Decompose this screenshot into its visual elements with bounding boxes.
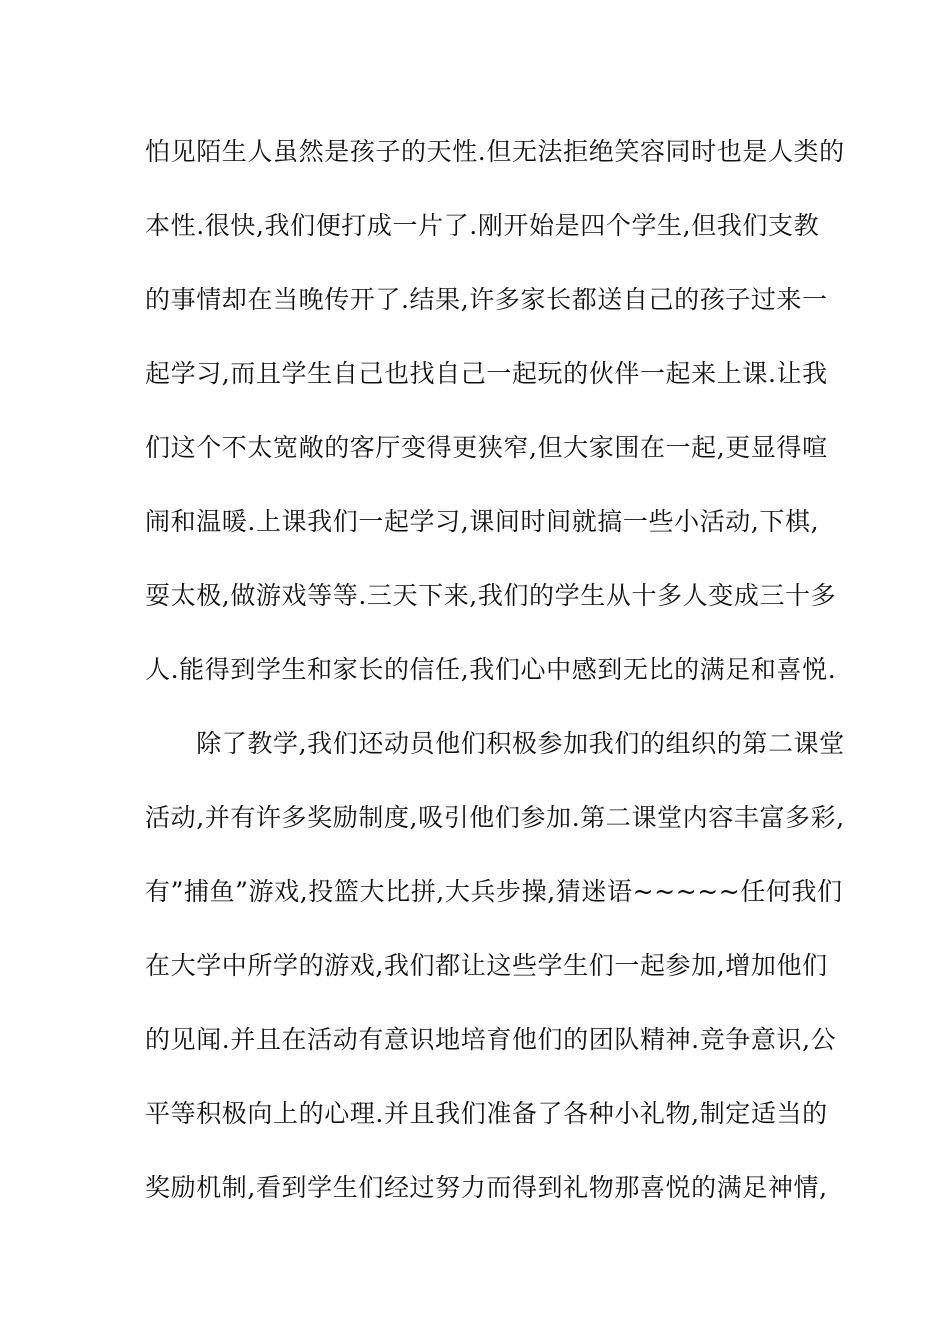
text-line: 奖励机制,看到学生们经过努力而得到礼物那喜悦的满足神情,: [145, 1173, 828, 1202]
text-line: 人.能得到学生和家长的信任,我们心中感到无比的满足和喜悦.: [145, 655, 837, 684]
text-line: 们这个不太宽敞的客厅变得更狭窄,但大家围在一起,更显得喧: [145, 433, 828, 462]
text-line: 的事情却在当晚传开了.结果,许多家长都送自己的孩子过来一: [145, 285, 828, 314]
text-line: 平等积极向上的心理.并且我们准备了各种小礼物,制定适当的: [145, 1099, 828, 1128]
text-line: 怕见陌生人虽然是孩子的天性.但无法拒绝笑容同时也是人类的: [145, 137, 845, 166]
text-line: 除了教学,我们还动员他们积极参加我们的组织的第二课堂: [145, 729, 845, 758]
text-line: 有”捕鱼”游戏,投篮大比拼,大兵步操,猜迷语~~~~~任何我们: [145, 877, 843, 906]
text-line: 耍太极,做游戏等等.三天下来,我们的学生从十多人变成三十多: [145, 581, 837, 610]
text-line: 在大学中所学的游戏,我们都让这些学生们一起参加,增加他们: [145, 951, 828, 980]
text-line: 起学习,而且学生自己也找自己一起玩的伙伴一起来上课.让我: [145, 359, 828, 388]
paragraph-1: [145, 115, 845, 707]
text-line: 活动,并有许多奖励制度,吸引他们参加.第二课堂内容丰富多彩,: [145, 803, 845, 832]
text-line: 的见闻.并且在活动有意识地培育他们的团队精神.竞争意识,公: [145, 1025, 837, 1054]
paragraph-2: [145, 707, 845, 1225]
text-line: 本性.很快,我们便打成一片了.刚开始是四个学生,但我们支教: [145, 211, 820, 240]
text-line: 闹和温暖.上课我们一起学习,课间时间就搞一些小活动,下棋,: [145, 507, 820, 536]
